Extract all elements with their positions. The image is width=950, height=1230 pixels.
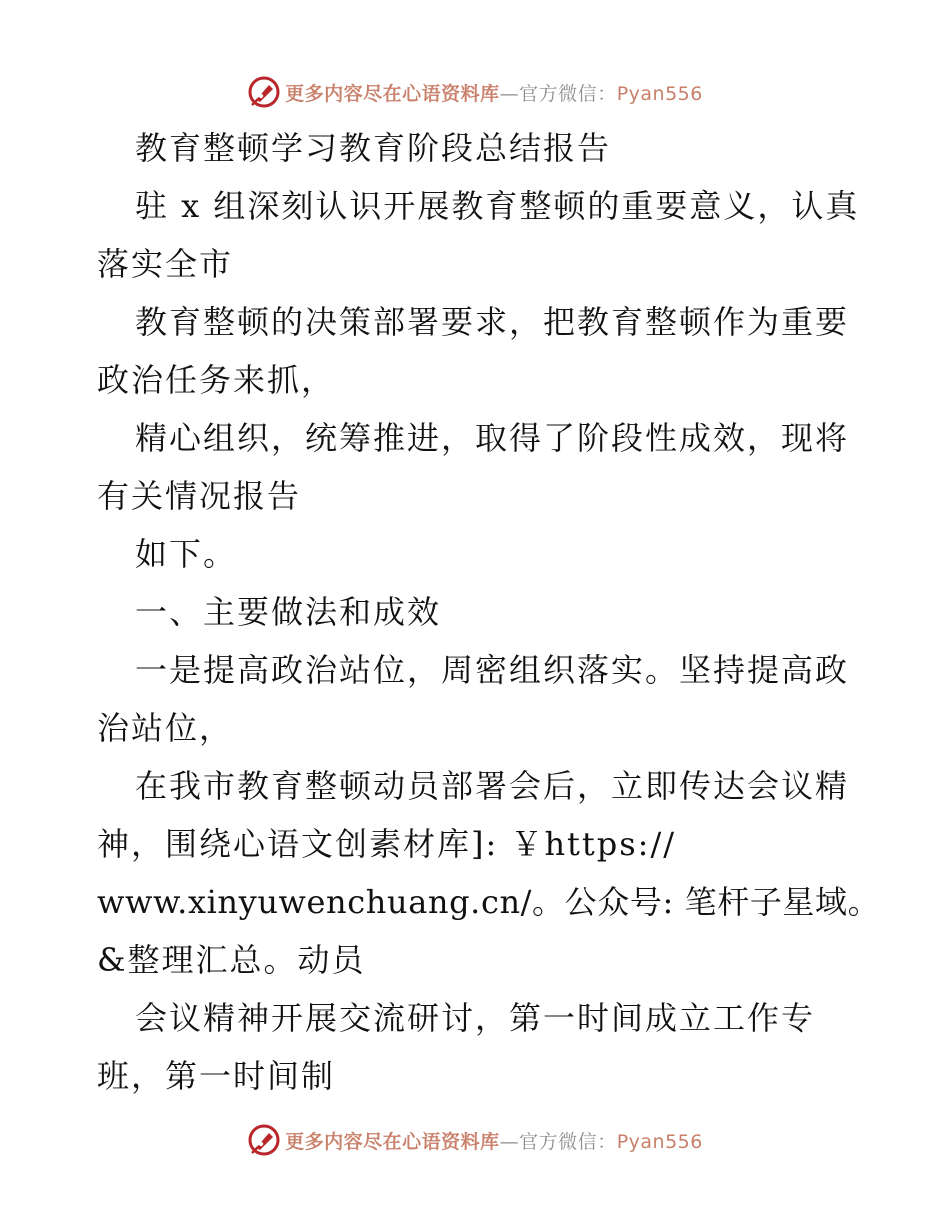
paragraph-line: 会议精神开展交流研讨，第一时间成立工作专 <box>135 999 816 1037</box>
paragraph-line: 精心组织，统筹推进，取得了阶段性成效，现将 <box>135 419 850 457</box>
paragraph-line: 如下。 <box>135 535 238 573</box>
footer-banner <box>0 1120 950 1160</box>
pen-nib-logo-icon <box>247 1123 281 1157</box>
section-heading: 一、主要做法和成效 <box>135 593 442 631</box>
paragraph-line: 落实全市 <box>97 245 234 283</box>
paragraph-line: 神，围绕心语文创素材库]: ￥https:// <box>97 825 677 863</box>
paragraph-line: www.xinyuwenchuang.cn/。公众号: 笔杆子星域。 <box>97 883 881 921</box>
paragraph-line: 有关情况报告 <box>97 477 302 515</box>
paragraph-line: 教育整顿的决策部署要求，把教育整顿作为重要 <box>135 303 850 341</box>
paragraph-line: 政治任务来抓， <box>97 361 336 399</box>
paragraph-line: 驻 x 组深刻认识开展教育整顿的重要意义，认真 <box>135 187 860 225</box>
paragraph-line: 班，第一时间制 <box>97 1057 336 1095</box>
paragraph-line: 治站位， <box>97 709 234 747</box>
document-body <box>97 119 881 1105</box>
document-title: 教育整顿学习教育阶段总结报告 <box>135 129 612 167</box>
header-banner <box>0 72 950 112</box>
pen-nib-logo-icon <box>247 75 281 109</box>
paragraph-line: 一是提高政治站位，周密组织落实。坚持提高政 <box>135 651 850 689</box>
header-banner-text: 更多内容尽在心语资料库—官方微信：Pyan556 <box>285 82 703 105</box>
footer-banner-text: 更多内容尽在心语资料库—官方微信：Pyan556 <box>285 1130 703 1153</box>
paragraph-line: &整理汇总。动员 <box>97 941 366 979</box>
paragraph-line: 在我市教育整顿动员部署会后，立即传达会议精 <box>135 767 850 805</box>
